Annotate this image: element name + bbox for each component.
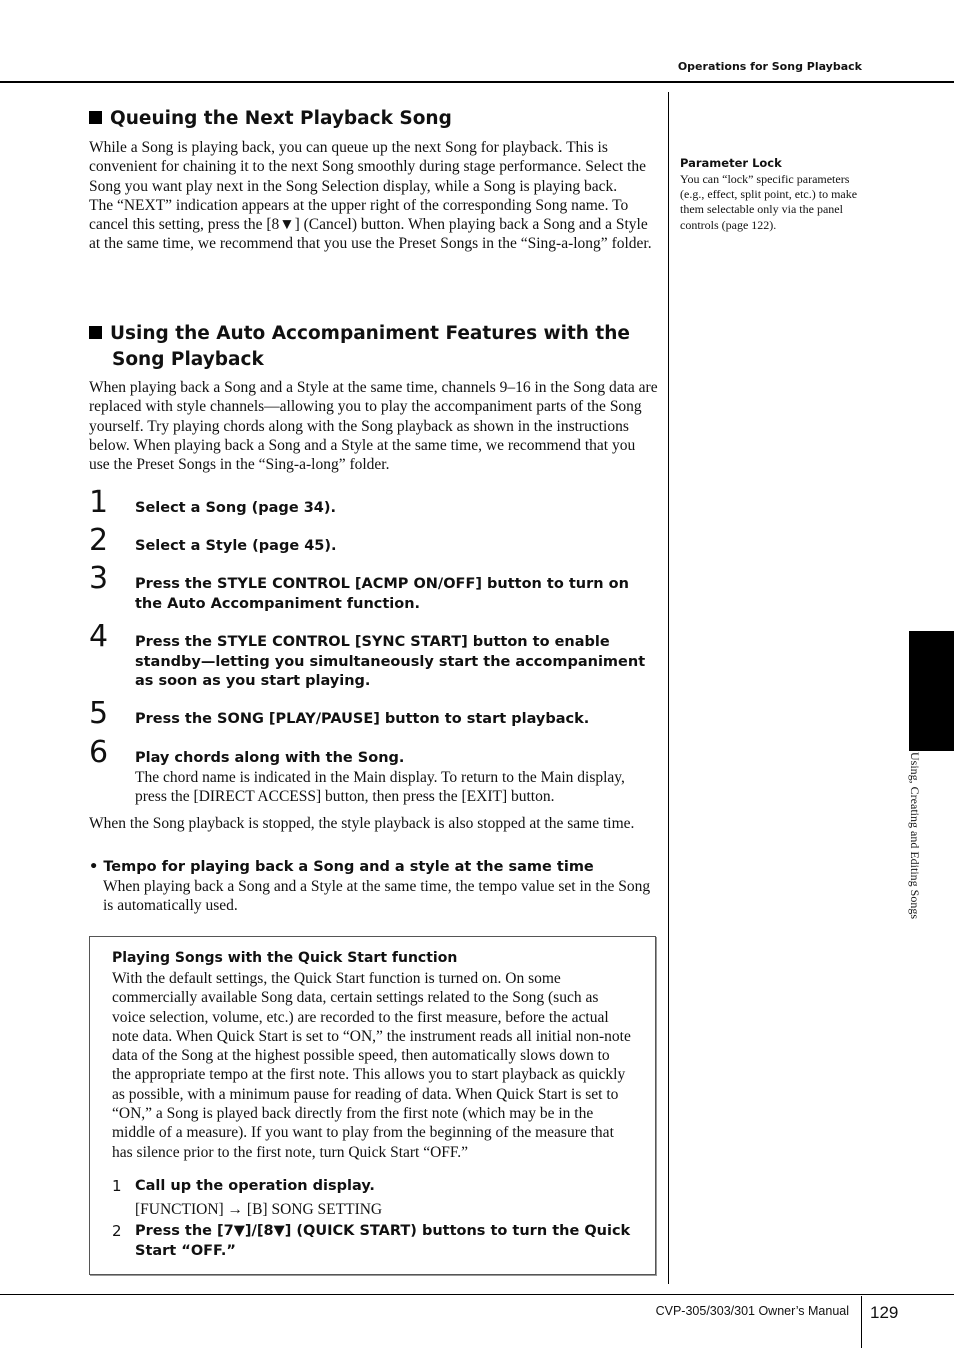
note-step-text: Call up the operation display. <box>135 1178 375 1194</box>
paragraph: While a Song is playing back, you can queue up the next Song for playback. This is convenient for chaining it to the next Song smoothly during stage performance. Select the Song you want play next in the Song Selection display, while a Song is playing back. <box>89 139 646 195</box>
note-title: Playing Songs with the Quick Start function <box>112 950 458 966</box>
section-heading-queuing: Queuing the Next Playback Song <box>89 106 452 132</box>
chapter-tab <box>909 631 954 751</box>
note-step-sub: [FUNCTION] → [B] SONG SETTING <box>135 1201 383 1218</box>
section2-intro: When playing back a Song and a Style at the same time, channels 9–16 in the Song data are replaced with style channels—allowing you to play the accompaniment parts of the Song yourself. Try playing chords along with the Song playback as shown in the instructions below. When playing back a Song and a Style at the same time, we recommend that you use the Preset Songs in the “Sing-a-long” folder. <box>89 379 658 474</box>
step-number: 3 <box>89 561 109 596</box>
note-step-text: Press the [7▼]/[8▼] (QUICK START) buttons to turn the Quick Start “OFF.” <box>135 1223 631 1259</box>
step-number: 5 <box>89 696 109 731</box>
section1-body <box>89 138 659 254</box>
note-body: With the default settings, the Quick Start function is turned on. On some commercially available Song data, certain settings related to the Song (such as voice selection, volume, etc.) are recorded to the first measure, before the actual note data. When Quick Start is set to “ON,” the instrument reads all initial non-note data of the Song at the highest possible speed, then automatically slows down to the appropriate tempo at the first note. This allows you to start playback as quickly as possible, with a minimum pause for reading of data. When Quick Start is set to “ON,” a Song is played back directly from the first note (which may be in the middle of a measure). If you want to play from the beginning of the measure that has silence prior to the first note, turn Quick Start “OFF.” <box>112 970 631 1161</box>
paragraph: The “NEXT” indication appears at the upper right of the corresponding Song name. To cancel this setting, press the [8▼] (Cancel) button. When playing back a Song and a Style at the same time, we recommend that you use the Preset Songs in the “Sing-a-long” folder. <box>89 196 652 253</box>
step-number: 1 <box>89 485 109 520</box>
footer-divider <box>861 1296 862 1348</box>
top-rule <box>0 81 954 83</box>
section-heading-auto-accompaniment: Using the Auto Accompaniment Features with the <box>89 321 630 347</box>
manual-title: CVP-305/303/301 Owner’s Manual <box>655 1304 849 1318</box>
column-divider <box>668 92 669 1284</box>
step-text: Play chords along with the Song. <box>135 750 405 766</box>
step-text: Select a Style (page 45). <box>135 538 337 554</box>
sidebar-note-title: Parameter Lock <box>680 156 782 170</box>
step-number: 6 <box>89 735 109 770</box>
step-text: Press the STYLE CONTROL [ACMP ON/OFF] button to turn on the Auto Accompaniment function. <box>135 576 629 612</box>
tempo-bullet-title: • Tempo for playing back a Song and a style at the same time <box>89 859 594 875</box>
step-number: 2 <box>89 523 109 558</box>
running-head: Operations for Song Playback <box>677 60 862 73</box>
page-number: 129 <box>870 1303 899 1322</box>
section-heading-line2: Song Playback <box>112 349 264 370</box>
square-bullet-icon <box>89 111 102 124</box>
tempo-bullet-text: When playing back a Song and a Style at the same time, the tempo value set in the Song is automatically used. <box>103 878 651 915</box>
note-step-number: 2 <box>112 1222 122 1240</box>
step-description: The chord name is indicated in the Main display. To return to the Main display, press the [DIRECT ACCESS] button, then press the [EXIT] button. <box>135 769 625 806</box>
step-text: Press the STYLE CONTROL [SYNC START] button to enable standby—letting you simultaneously start the accompaniment as soon as you start playing. <box>135 634 646 689</box>
after-steps-text: When the Song playback is stopped, the style playback is also stopped at the same time. <box>89 815 635 832</box>
step-number: 4 <box>89 619 109 654</box>
sidebar-note-text: You can “lock” specific parameters (e.g., effect, split point, etc.) to make them selectable only via the panel controls (page 122). <box>680 172 858 232</box>
square-bullet-icon <box>89 326 102 339</box>
step-text: Press the SONG [PLAY/PAUSE] button to start playback. <box>135 711 590 727</box>
step-text: Select a Song (page 34). <box>135 500 337 516</box>
footer-rule <box>0 1294 954 1295</box>
note-step-number: 1 <box>112 1177 122 1195</box>
chapter-tab-label: Using, Creating and Editing Songs <box>908 752 922 919</box>
